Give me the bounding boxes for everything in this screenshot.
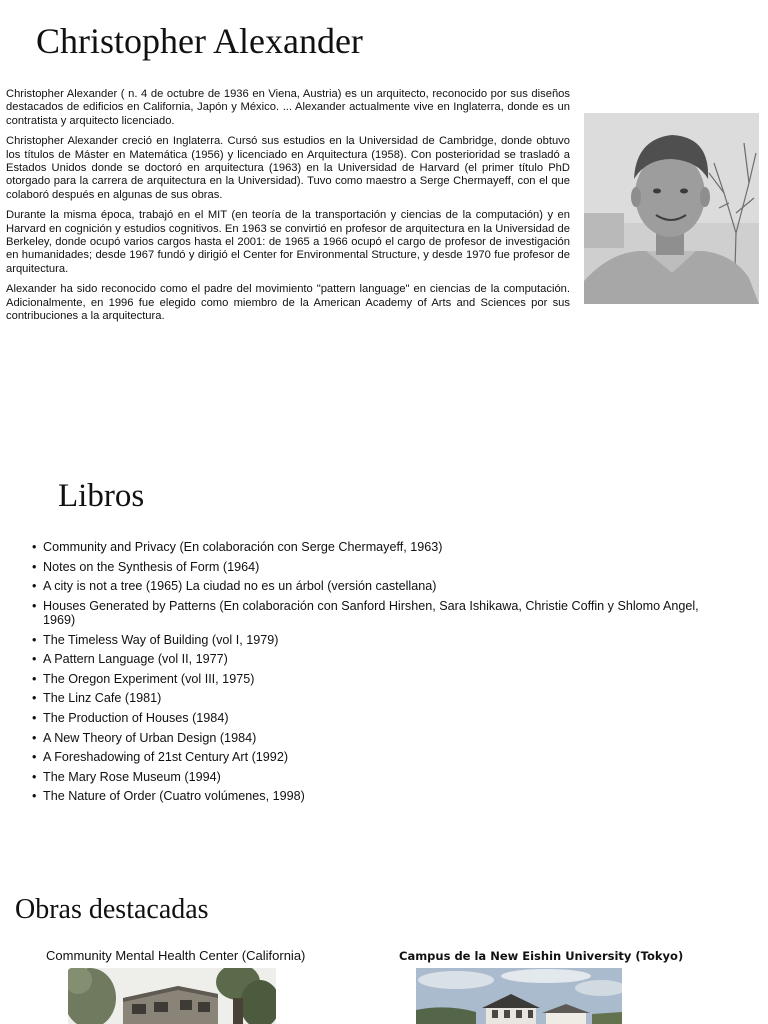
book-title: The Oregon Experiment (vol III, 1975)	[43, 671, 255, 686]
bio-paragraph: Christopher Alexander ( n. 4 de octubre de 1936 en Viena, Austria) es un arquitecto, reconocido por sus diseños destacados de edificios en California, Japón y México. ... Alexander actualmente vive en Inglaterra, donde es un contratista y arquitecto licenciado.	[6, 88, 570, 127]
bullet-icon: •	[32, 750, 37, 765]
bullet-icon: •	[32, 632, 37, 647]
list-item	[32, 789, 732, 803]
book-title: The Linz Cafe (1981)	[43, 691, 162, 706]
work-caption: Campus de la New Eishin University (Tokyo)	[399, 949, 684, 963]
bullet-icon: •	[32, 789, 37, 804]
books-section-title: Libros	[58, 478, 145, 514]
page-title: Christopher Alexander	[36, 21, 363, 61]
book-title: The Production of Houses (1984)	[43, 710, 229, 725]
biography	[6, 88, 570, 331]
book-title: The Mary Rose Museum (1994)	[43, 769, 221, 784]
book-title: Houses Generated by Patterns (En colaboración con Sanford Hirshen, Sara Ishikawa, Christie Coffin y Shlomo Angel, 1969)	[43, 598, 699, 627]
list-item	[32, 711, 732, 725]
bullet-icon: •	[32, 730, 37, 745]
list-item	[32, 672, 732, 686]
list-item	[32, 750, 732, 764]
book-title: A Pattern Language (vol II, 1977)	[43, 652, 228, 667]
bio-paragraph: Christopher Alexander creció en Inglaterra. Cursó sus estudios en la Universidad de Cambridge, donde obtuvo los títulos de Máster en Matemática (1956) y licenciado en Arquitectura (1958). Con posterioridad se trasladó a Estados Unidos donde se doctoró en arquitectura (1963) en la Universidad de Harvard (el primer título PhD otorgado para la carrera de arquitectura en la Universidad). Tuvo como maestro a Serge Chermayeff, con el que colaboró después en algunas de sus obras.	[6, 135, 570, 201]
bullet-icon: •	[32, 652, 37, 667]
book-title: A city is not a tree (1965) La ciudad no es un árbol (versión castellana)	[43, 579, 437, 594]
list-item	[32, 691, 732, 705]
list-item	[32, 633, 732, 647]
books-list	[32, 540, 732, 809]
book-title: The Nature of Order (Cuatro volúmenes, 1998)	[43, 789, 305, 804]
list-item	[32, 731, 732, 745]
bullet-icon: •	[32, 598, 37, 613]
works-section-title: Obras destacadas	[15, 894, 209, 925]
list-item	[32, 579, 732, 593]
list-item	[32, 540, 732, 554]
bio-paragraph: Durante la misma época, trabajó en el MIT (en teoría de la transportación y ciencias de la computación) y en Harvard en cognición y estudios cognitivos. En 1963 se convirtió en profesor de arquitectura en la Universidad de Berkeley, donde ocupó varios cargos hasta el 2001: de 1965 a 1966 ocupó el cargo de profesor de investigación en humanidades; desde 1967 fundó y dirigió el Center for Environmental Structure, y desde 1970 fue profesor de arquitectura.	[6, 209, 570, 275]
work-caption: Community Mental Health Center (California)	[46, 948, 306, 963]
bullet-icon: •	[32, 579, 37, 594]
bio-paragraph: Alexander ha sido reconocido como el padre del movimiento "pattern language" en ciencias de la computación. Adicionalmente, en 1996 fue elegido como miembro de la American Academy of Arts and Sciences por sus contribuciones a la arquitectura.	[6, 283, 570, 323]
book-title: Notes on the Synthesis of Form (1964)	[43, 559, 260, 574]
book-title: A Foreshadowing of 21st Century Art (1992)	[43, 750, 289, 765]
bullet-icon: •	[32, 540, 37, 554]
book-title: The Timeless Way of Building (vol I, 1979)	[43, 632, 279, 647]
list-item	[32, 652, 732, 666]
bullet-icon: •	[32, 769, 37, 784]
book-title: Community and Privacy (En colaboración con Serge Chermayeff, 1963)	[43, 540, 443, 554]
list-item	[32, 560, 732, 574]
bullet-icon: •	[32, 691, 37, 706]
eishin-university-photo	[416, 968, 622, 1024]
bullet-icon: •	[32, 710, 37, 725]
list-item	[32, 770, 732, 784]
bullet-icon: •	[32, 671, 37, 686]
book-title: A New Theory of Urban Design (1984)	[43, 730, 257, 745]
portrait-photo	[584, 113, 759, 304]
bullet-icon: •	[32, 559, 37, 574]
mental-health-center-photo	[68, 968, 276, 1024]
list-item	[32, 599, 732, 627]
